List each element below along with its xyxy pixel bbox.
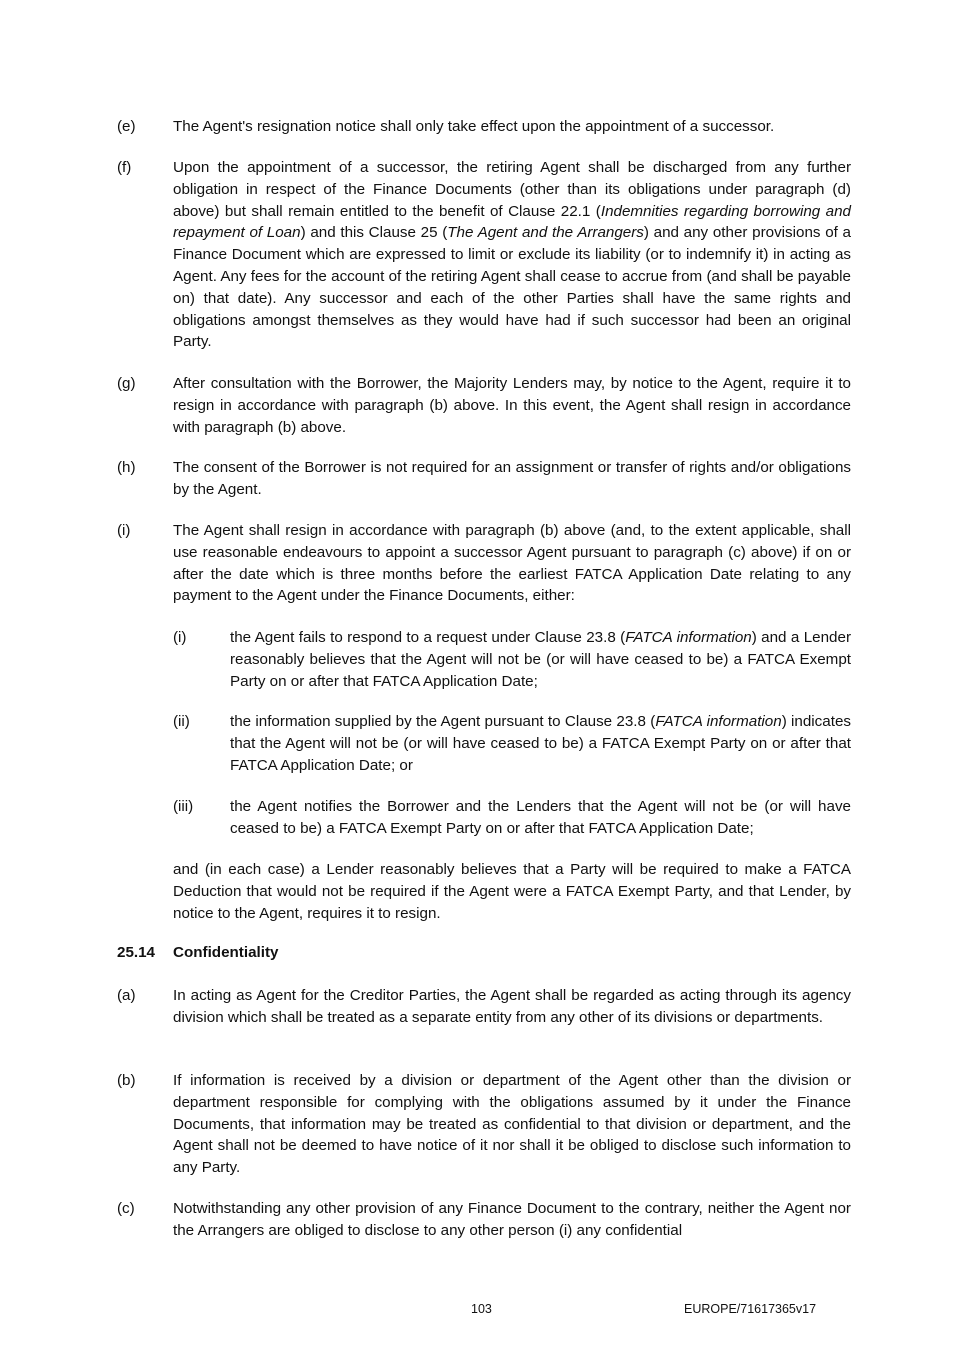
paragraph-text: The consent of the Borrower is not required for an assignment or transfer of rights and/or obligations by the Agent. [173, 459, 851, 498]
paragraph-f [117, 157, 851, 353]
text-run: the information supplied by the Agent pursuant to Clause 23.8 ( [230, 713, 656, 730]
paragraph-label: (e) [117, 118, 136, 135]
paragraph-h [117, 457, 851, 501]
section-title: Confidentiality [173, 944, 279, 961]
paragraph-a [117, 985, 851, 1029]
subparagraph-i [173, 627, 851, 692]
subparagraph-ii [173, 711, 851, 776]
clause-reference: FATCA information [655, 713, 782, 730]
text-run: ) and any other provisions of a Finance Document which are expressed to limit or exclude its liability (or to indemnify it) in acting as Agent. Any fees for the account of the retiring Agent shall cease to accrue from (and shall be payable on) that date). Any successor and each of the other Parties shall have the same rights and obligations amongst themselves as they would have had if such successor had been an original Party. [173, 224, 851, 351]
section-number: 25.14 [117, 944, 156, 961]
paragraph-c [117, 1198, 851, 1242]
paragraph-label: (i) [117, 522, 131, 539]
paragraph-label: (a) [117, 987, 136, 1004]
clause-reference: FATCA information [625, 629, 752, 646]
text-run: ) and a Lender reasonably believes that the Agent will not be (or will have ceased to be) a FATCA Exempt Party on or after that FATCA Application Date; [230, 629, 851, 690]
paragraph-text [173, 157, 851, 353]
paragraph-i-continuation: and (in each case) a Lender reasonably believes that a Party will be required to make a FATCA Deduction that would not be required if the Agent were a FATCA Exempt Party, and that Lender, by notice to the Agent, requires it to resign. [173, 861, 851, 922]
page-number: 103 [471, 1302, 492, 1316]
paragraph-text: If information is received by a division or department of the Agent other than the division or department responsible for complying with the obligations assumed by it under the Finance Documents, that information may be treated as confidential to that division or department, and the Agent shall not be deemed to have notice of it nor shall it be obliged to disclose such information to any Party. [173, 1072, 851, 1177]
paragraph-e [117, 116, 851, 138]
paragraph-label: (f) [117, 159, 132, 176]
paragraph-label: (h) [117, 459, 136, 476]
document-reference: EUROPE/71617365v17 [684, 1302, 817, 1316]
subparagraph-text: the Agent notifies the Borrower and the Lenders that the Agent will not be (or will have ceased to be) a FATCA Exempt Party on or after that FATCA Application Date; [230, 798, 851, 837]
paragraph-text: After consultation with the Borrower, the Majority Lenders may, by notice to the Agent, require it to resign in accordance with paragraph (b) above. In this event, the Agent shall resign in accordance with paragraph (b) above. [173, 375, 851, 436]
paragraph-label: (c) [117, 1200, 135, 1217]
paragraph-text: The Agent's resignation notice shall only take effect upon the appointment of a successor. [173, 118, 775, 135]
subparagraph-iii [173, 796, 851, 840]
paragraph-label: (b) [117, 1072, 136, 1089]
clause-reference: Indemnities regarding borrowing and repayment of Loan [173, 202, 851, 242]
paragraph-text: The Agent shall resign in accordance with paragraph (b) above (and, to the extent applicable, shall use reasonable endeavours to appoint a successor Agent pursuant to paragraph (c) above) if on or after the date which is three months before the earliest FATCA Application Date relating to any payment to the Agent under the Finance Documents, either: [173, 522, 851, 605]
subparagraph-text [230, 627, 851, 692]
subparagraph-label: (i) [173, 629, 187, 646]
text-run: Upon the appointment of a successor, the retiring Agent shall be discharged from any further obligation in respect of the Finance Documents (other than its obligations under paragraph (d) above) but shall remain entitled to the benefit of Clause 22.1 ( [173, 159, 851, 220]
subparagraph-label: (iii) [173, 798, 194, 815]
paragraph-text: Notwithstanding any other provision of any Finance Document to the contrary, neither the Agent nor the Arrangers are obliged to disclose to any other person (i) any confidential [173, 1200, 851, 1239]
text-run: ) and this Clause 25 ( [300, 224, 448, 242]
subparagraph-label: (ii) [173, 713, 190, 730]
subparagraph-text [230, 711, 851, 776]
paragraph-b [117, 1070, 851, 1179]
paragraph-label: (g) [117, 375, 136, 392]
section-heading [117, 944, 278, 961]
paragraph-i [117, 520, 851, 607]
paragraph-text: In acting as Agent for the Creditor Parties, the Agent shall be regarded as acting through its agency division which shall be treated as a separate entity from any other of its divisions or departments. [173, 987, 851, 1026]
clause-reference: The Agent and the Arrangers [447, 224, 644, 242]
text-run: ) indicates that the Agent will not be (or will have ceased to be) a FATCA Exempt Party on or after that FATCA Application Date; or [230, 713, 851, 774]
paragraph-g [117, 373, 851, 438]
text-run: the Agent fails to respond to a request under Clause 23.8 ( [230, 629, 626, 646]
